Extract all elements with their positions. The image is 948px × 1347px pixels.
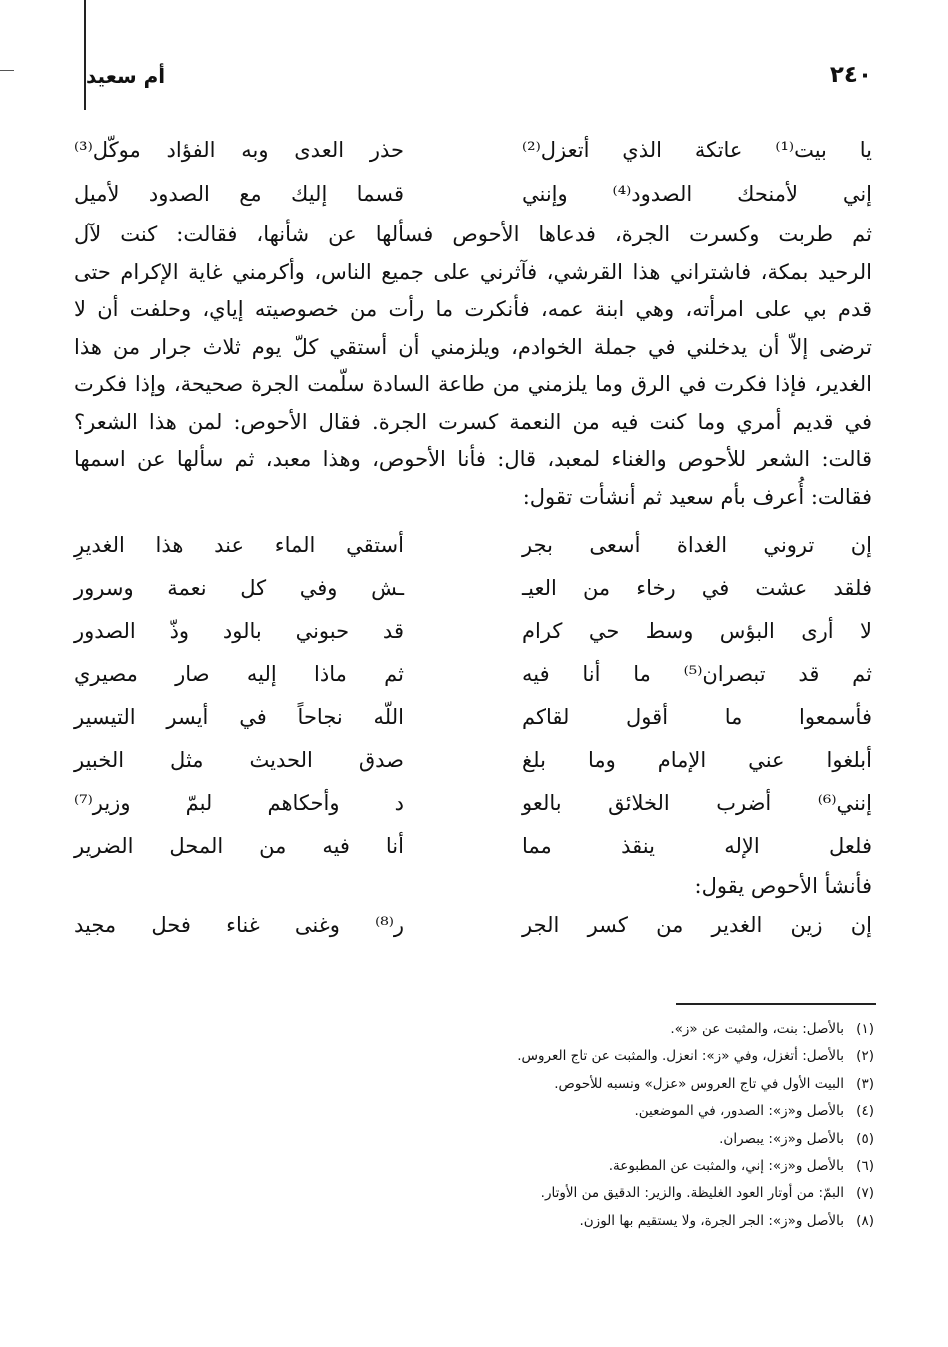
footnote [74, 1153, 874, 1180]
footnote [74, 1126, 874, 1153]
hemistich-second: أنا فيه من المحل الضرير [74, 834, 404, 858]
hemistich-second: حذر العدى وبه الفؤاد موكّل⁽³⁾ [74, 138, 404, 162]
edge-tick [0, 70, 14, 71]
running-title: أم سعيد [86, 64, 166, 88]
footnote-number: (٧) [856, 1185, 874, 1202]
footnote-separator [676, 1003, 876, 1005]
prose-line: ثم طربت وكسرت الجرة، فدعاها الأحوص فسألها عن شأنها، فقالت: كنت لآل [74, 222, 872, 246]
hemistich-second: ـش وفي كل نعمة وسرور [74, 576, 404, 600]
footnote-text: بالأصل و«ز»: الصدور، في الموضعين. [634, 1103, 844, 1120]
prose-line: الرحيد بمكة، فاشتراني هذا القرشي، فآثرني على جميع الناس، وأكرمني غاية الإكرام حتى [74, 259, 872, 284]
page-header [86, 58, 872, 98]
verse-line [74, 739, 872, 782]
hemistich-first: فلقد عشت في رخاء من العيـ [522, 576, 872, 600]
footnote-number: (٥) [856, 1130, 874, 1147]
verse-line [74, 825, 872, 868]
footnote-text: بالأصل و«ز»: إني، والمثبت عن المطبوعة. [608, 1157, 844, 1174]
footnote [74, 1180, 874, 1207]
verse-line [74, 610, 872, 653]
prose-line: قالت: الشعر للأحوص والغناء لمعبد، قال: فأنا الأحوص، وهذا معبد، ثم سألها عن اسمها [74, 447, 872, 471]
hemistich-second: قد حبوني بالود وذّ الصدور [74, 619, 404, 643]
hemistich-second: صدق الحديث مثل الخبير [74, 748, 404, 772]
footnote [74, 1098, 874, 1125]
footnote-number: (٢) [856, 1048, 874, 1065]
verse-line [74, 128, 872, 172]
footnote-text: بالأصل: أتغزل، وفي «ز»: انعزل. والمثبت عن تاج العروس. [517, 1048, 844, 1065]
hemistich-first: ثم قد تبصران⁽⁵⁾ ما أنا فيه [522, 662, 872, 686]
footnote-number: (٨) [856, 1212, 874, 1229]
footnote-number: (٤) [856, 1103, 874, 1120]
footnote-number: (١) [856, 1021, 874, 1037]
prose-paragraph [74, 216, 872, 516]
footnote-text: بالأصل: بنت، والمثبت عن «ز». [670, 1021, 844, 1037]
footnote-text: البمّ: من أوتار العود الغليظة. والزير: الدقيق من الأوتار. [540, 1185, 844, 1202]
hemistich-first: يا بيت⁽¹⁾ عاتكة الذي أتعزل⁽²⁾ [522, 138, 872, 162]
hemistich-first: فأسمعوا ما أقول لقاكم [522, 705, 872, 729]
hemistich-first: أبلغوا عني الإمام وما بلغ [522, 748, 872, 772]
hemistich-second: قسما إليك مع الصدود لأميل [74, 182, 404, 206]
footnote-text: بالأصل و«ز»: الجر الجرة، ولا يستقيم بها الوزن. [579, 1212, 844, 1229]
footnote [74, 1016, 874, 1043]
footnote-number: (٦) [856, 1157, 874, 1174]
prose-line: في قديم أمري وما كنت فيه من النعمة كسرت الجرة. فقال الأحوص: لمن هذا الشعر؟ [74, 409, 872, 434]
hemistich-first: إني لأمنحك الصدود⁽⁴⁾ وإنني [522, 182, 872, 206]
hemistich-first: إنني⁽⁶⁾ أضرب الخلائق بالعو [522, 791, 872, 815]
footnote-number: (٣) [856, 1075, 874, 1092]
verse-line [74, 904, 872, 947]
footnote [74, 1071, 874, 1098]
footnote-text: بالأصل و«ز»: يبصران. [719, 1130, 844, 1147]
prose-line: ترضى إلاّ أن يدخلني في جملة الخوادم، ويلزمني أن أستقي كلّ يوم ثلاث جرار من هذا [74, 334, 872, 359]
spacer [74, 516, 872, 524]
verse-intro: فأنشأ الأحوص يقول: [694, 874, 872, 898]
hemistich-first: فلعل الإله ينقذ مما [522, 834, 872, 858]
verse-line [74, 782, 872, 825]
verse-line [74, 524, 872, 567]
verse-line [74, 567, 872, 610]
hemistich-second: ر⁽⁸⁾ وغنى غناء فحل مجيد [74, 913, 404, 937]
prose-line: قدم بي على امرأته، وهي ابنة عمه، فأنكرت ما رأت من خصوصيته إياي، وحلفت أن لا [74, 297, 872, 321]
hemistich-first: إن زين الغدير من كسر الجر [522, 913, 872, 937]
verse-line [74, 653, 872, 696]
footnotes [74, 1016, 874, 1235]
verse-line [74, 696, 872, 739]
prose-line: الغدير، فإذا فكرت في الرق وما يلزمني من طاعة السادة سلّمت الجرة صحيحة، وإذا فكرت [74, 372, 872, 396]
footnote-text: البيت الأول في تاج العروس «عزل» ونسبه للأحوص. [554, 1075, 844, 1092]
prose-line: فقالت: أُعرف بأم سعيد ثم أنشأت تقول: [522, 484, 872, 509]
verse-line [74, 172, 872, 216]
hemistich-first: لا أرى البؤس وسط حي كرام [522, 619, 872, 643]
hemistich-first: إن تروني الغداة أسعى بجر [522, 533, 872, 557]
footnote [74, 1208, 874, 1235]
footnote [74, 1043, 874, 1070]
hemistich-second: اللّه نجاحاً في أيسر التيسير [74, 705, 404, 729]
page-number: ٢٤٠ [829, 62, 872, 88]
hemistich-second: أستقي الماء عند هذا الغديرِ [74, 533, 404, 557]
hemistich-second: ثم ماذا إليه صار مصيري [74, 662, 404, 686]
hemistich-second: د وأحكاهم لبمّ وزير⁽⁷⁾ [74, 791, 404, 815]
page-body [74, 128, 872, 947]
